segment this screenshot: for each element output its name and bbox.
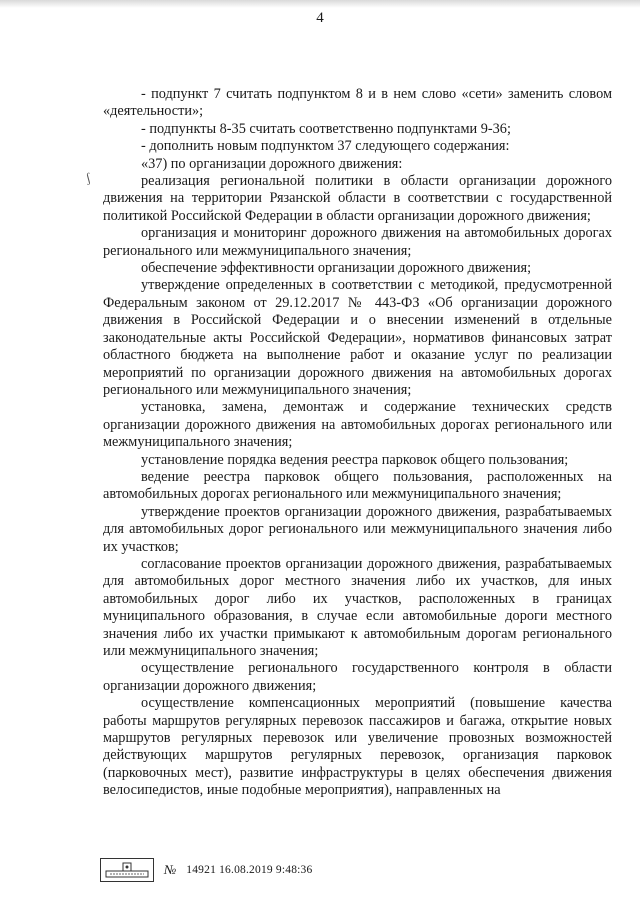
paragraph: утверждение определенных в соответствии с методикой, предусмотренной Федеральным законом от 29.12.2017 № 443-ФЗ «Об организации дорожного движения в Российской Федерации и о внесении изменений в отдельные законодательные акты Российской Федерации», нормативов финансовых затрат областного бюджета на выполнение работ и оказание услуг по реализации мероприятий по организации дорожного движения на автомобильных дорогах регионального или межмуниципального значения;: [103, 277, 612, 398]
paragraph: установка, замена, демонтаж и содержание технических средств организации дорожного движения на автомобильных дорогах регионального или межмуниципального значения;: [103, 399, 612, 451]
scan-edge: [0, 0, 640, 8]
registration-footer: [100, 858, 312, 882]
paragraph: реализация региональной политики в области организации дорожного движения на территории Рязанской области в соответствии с государственной политикой Российской Федерации в области организации дорожного движения;: [103, 173, 612, 224]
paragraph: осуществление регионального государственного контроля в области организации дорожного движения;: [103, 660, 612, 694]
paragraph: - дополнить новым подпунктом 37 следующего содержания:: [141, 138, 510, 155]
registration-stamp: 14921 16.08.2019 9:48:36: [186, 864, 313, 876]
paragraph: организация и мониторинг дорожного движения на автомобильных дорогах регионального или межмуниципального значения;: [103, 225, 612, 259]
paragraph: согласование проектов организации дорожного движения, разрабатываемых для автомобильных дорог местного значения либо их участков, для иных автомобильных дорог либо их участков, расположенных в границах муниципального образования, в случае если автомобильные дороги местного значения либо их участки примыкают к автомобильным дорогам регионального или межмуниципального значения;: [103, 555, 612, 659]
registration-number-sign: №: [164, 862, 177, 877]
paragraph: установление порядка ведения реестра парковок общего пользования;: [141, 451, 569, 468]
paragraph: обеспечение эффективности организации дорожного движения;: [141, 260, 532, 277]
paragraph: ведение реестра парковок общего пользования, расположенных на автомобильных дорогах регионального или межмуниципального значения;: [103, 468, 612, 503]
paragraph: осуществление компенсационных мероприятий (повышение качества работы маршрутов регулярных перевозок пассажиров и багажа, открытие новых маршрутов регулярных перевозок или увеличение провозных возможностей действующих маршрутов регулярных перевозок, организация парковок (парковочных мест), развитие инфраструктуры в целях обеспечения движения велосипедистов, иные подобные мероприятия), направленных на: [103, 695, 612, 799]
paragraph: утверждение проектов организации дорожного движения, разрабатываемых для автомобильных дорог регионального или межмуниципального значения либо их участков;: [103, 503, 612, 555]
registry-seal-icon: [100, 858, 154, 882]
paragraph: - подпункт 7 считать подпунктом 8 и в нем слово «сети» заменить словом «деятельности»;: [103, 86, 612, 120]
paragraph: «37) по организации дорожного движения:: [141, 155, 403, 172]
paragraph: - подпункты 8-35 считать соответственно подпунктами 9-36;: [141, 120, 511, 137]
stray-pen-mark: ʃ: [84, 169, 93, 186]
document-body: [103, 86, 612, 800]
page-number: 4: [316, 10, 324, 26]
